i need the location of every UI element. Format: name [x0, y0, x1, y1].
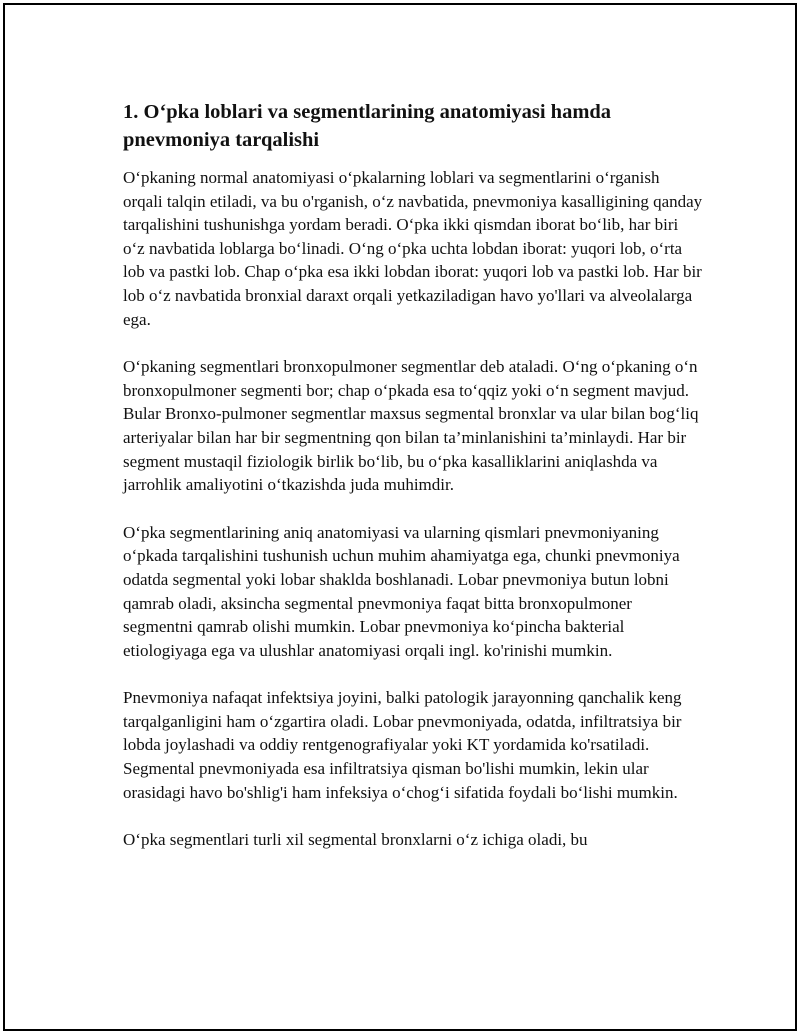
paragraph-lung-segments: O‘pkaning segmentlari bronxopulmoner segmentlar deb ataladi. O‘ng o‘pkaning o‘n bronxopulmoner segmenti bor; chap o‘pkada esa to‘qqiz yoki o‘n segment mavjud. Bular Bronxo-pulmoner segmentlar maxsus segmental bronxlar va ular bilan bog‘liq arteriyalar bilan har bir segmentning qon bilan ta’minlanishini ta’minlaydi. Har bir segment mustaqil fiziologik birlik bo‘lib, bu o‘pka kasalliklarini aniqlashda va jarrohlik amaliyotini o‘tkazishda juda muhimdir.: [123, 357, 699, 495]
paragraph-segmental-bronchi: O‘pka segmentlari turli xil segmental bronxlarni o‘z ichiga oladi, bu: [123, 830, 588, 850]
paragraph-lung-anatomy: O‘pkaning normal anatomiyasi o‘pkalarning loblari va segmentlarini o‘rganish orqali talqin etiladi, va bu o'rganish, o‘z navbatida, pnevmoniya kasalligining qanday tarqalishini tushunishga yordam beradi. O‘pka ikki qismdan iborat bo‘lib, har biri o‘z navbatida loblarga bo‘linadi. O‘ng o‘pka uchta lobdan iborat: yuqori lob, o‘rta lob va pastki lob. Chap o‘pka esa ikki lobdan iborat: yuqori lob va pastki lob. Har bir lob o‘z navbatida bronxial daraxt orqali yetkaziladigan havo yo'llari va alveolalarga ega.: [123, 168, 703, 329]
section-heading: 1. O‘pka loblari va segmentlarining anatomiyasi hamda pnevmoniya tarqalishi: [123, 101, 612, 151]
page-frame: [3, 3, 797, 1031]
document-body: [123, 98, 703, 876]
paragraph-pneumonia-spread: O‘pka segmentlarining aniq anatomiyasi va ularning qismlari pnevmoniyaning o‘pkada tarqalishini tushunish uchun muhim ahamiyatga ega, chunki pnevmoniya odatda segmental yoki lobar shaklda boshlanadi. Lobar pnevmoniya butun lobni qamrab oladi, aksincha segmental pnevmoniya faqat bitta bronxopulmoner segmentni qamrab olishi mumkin. Lobar pnevmoniya ko‘pincha bakterial etiologiyaga ega va ulushlar anatomiyasi orqali ingl. ko'rinishi mumkin.: [123, 522, 680, 660]
paragraph-infiltration: Pnevmoniya nafaqat infektsiya joyini, balki patologik jarayonning qanchalik keng tarqalganligini ham o‘zgartira oladi. Lobar pnevmoniyada, odatda, infiltratsiya bir lobda joylashadi va oddiy rentgenografiyalar yoki KT yordamida ko'rsatiladi. Segmental pnevmoniyada esa infiltratsiya qisman bo'lishi mumkin, lekin ular orasidagi havo bo'shlig'i ham infeksiya o‘chog‘i sifatida foydali bo‘lishi mumkin.: [123, 688, 682, 802]
